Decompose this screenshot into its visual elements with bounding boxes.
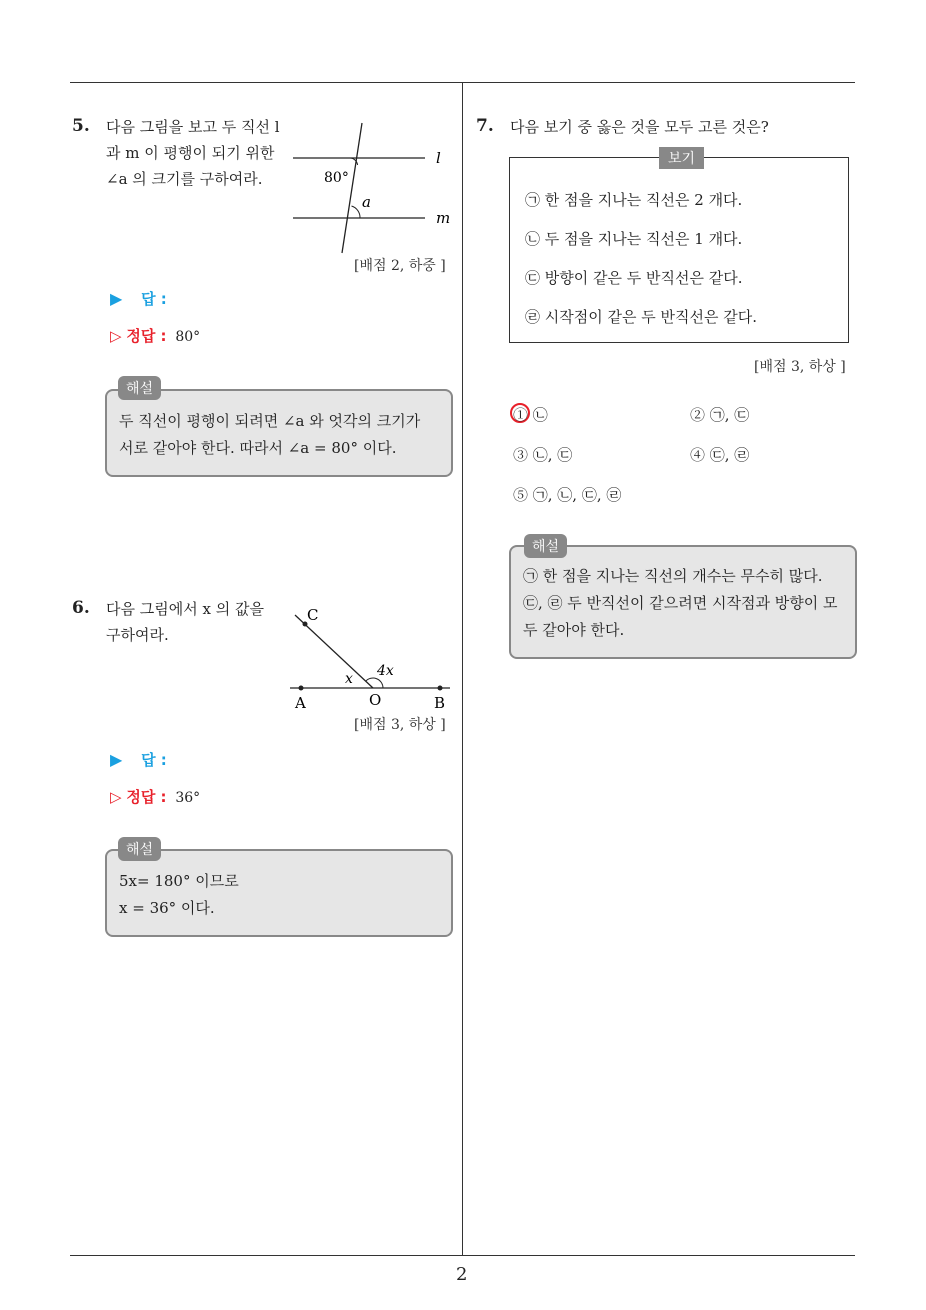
answer-arrow-icon: ▶ xyxy=(110,750,123,769)
answer-label: 답 : xyxy=(141,751,167,769)
correct-label: 정답 : xyxy=(126,788,167,806)
answer-label: 답 : xyxy=(141,290,167,308)
explanation-line: x = 36° 이다. xyxy=(119,899,215,917)
q5-explanation-box xyxy=(105,389,453,477)
label-O: O xyxy=(369,691,382,709)
bogi-item: ㉠ 한 점을 지나는 직선은 2 개다. xyxy=(525,191,743,209)
q5-number: 5. xyxy=(72,116,90,136)
explanation-line: ㉢, ㉣ 두 반직선이 같으려면 시작점과 방향이 모 xyxy=(523,594,838,612)
q7-explanation-tag: 해설 xyxy=(524,534,567,558)
q5-question-line: 다음 그림을 보고 두 직선 l xyxy=(106,118,280,136)
q6-question-line: 다음 그림에서 x 의 값을 xyxy=(106,600,264,618)
label-a: a xyxy=(362,193,371,211)
q7-explanation-box xyxy=(509,545,857,659)
choice-4[interactable]: ④ ㉢, ㉣ xyxy=(690,446,750,464)
q5-score: [배점 2, 하중 ] xyxy=(354,258,446,274)
q6-figure xyxy=(285,600,460,715)
transversal xyxy=(342,123,362,253)
column-divider xyxy=(462,82,463,1256)
explanation-line: 두 직선이 평행이 되려면 ∠a 와 엇각의 크기가 xyxy=(119,412,421,430)
label-x: x xyxy=(345,671,353,687)
q6-correct-row xyxy=(110,786,200,807)
q5-question xyxy=(106,114,280,192)
q5-question-line: 과 m 이 평행이 되기 위한 xyxy=(106,144,275,162)
choice-5[interactable]: ⑤ ㉠, ㉡, ㉢, ㉣ xyxy=(513,486,622,504)
q6-score: [배점 3, 하상 ] xyxy=(354,717,446,733)
label-l: l xyxy=(436,149,441,167)
answer-arrow-icon: ▶ xyxy=(110,289,123,308)
choice-2[interactable]: ② ㉠, ㉢ xyxy=(690,406,750,424)
q6-explanation-box xyxy=(105,849,453,937)
correct-arrow-icon: ▷ xyxy=(110,788,122,806)
choice-3[interactable]: ③ ㉡, ㉢ xyxy=(513,446,573,464)
explanation-line: 5x= 180° 이므로 xyxy=(119,872,239,890)
q6-question xyxy=(106,596,264,648)
q5-correct-row xyxy=(110,325,200,346)
explanation-line: 서로 같아야 한다. 따라서 ∠a = 80° 이다. xyxy=(119,439,397,457)
q6-answer-row xyxy=(110,749,167,770)
q5-question-line: ∠a 의 크기를 구하여라. xyxy=(106,170,263,188)
page-number: 2 xyxy=(456,1264,468,1285)
q6-explanation-tag: 해설 xyxy=(118,837,161,861)
correct-value: 80° xyxy=(175,329,201,345)
explanation-line: 두 같아야 한다. xyxy=(523,621,625,639)
q7-question: 다음 보기 중 옳은 것을 모두 고른 것은? xyxy=(510,118,769,136)
explanation-line: ㉠ 한 점을 지나는 직선의 개수는 무수히 많다. xyxy=(523,567,823,585)
ray-OC xyxy=(295,615,373,688)
label-4x: 4x xyxy=(377,663,394,679)
q5-figure xyxy=(285,118,460,258)
bogi-item: ㉡ 두 점을 지나는 직선은 1 개다. xyxy=(525,230,743,248)
angle-a-arc xyxy=(352,206,361,218)
label-B: B xyxy=(434,694,446,712)
q5-explanation-tag: 해설 xyxy=(118,376,161,400)
q7-bogi-tag: 보기 xyxy=(659,147,704,169)
q7-score: [배점 3, 하상 ] xyxy=(754,359,846,375)
bottom-rule xyxy=(70,1255,855,1256)
label-A: A xyxy=(295,694,306,712)
q5-answer-row xyxy=(110,288,167,309)
correct-arrow-icon: ▷ xyxy=(110,327,122,345)
q6-number: 6. xyxy=(72,598,90,618)
bogi-item: ㉢ 방향이 같은 두 반직선은 같다. xyxy=(525,269,743,287)
label-80: 80° xyxy=(324,170,349,186)
correct-label: 정답 : xyxy=(126,327,167,345)
label-m: m xyxy=(436,209,451,227)
point-A xyxy=(299,686,304,691)
correct-value: 36° xyxy=(175,790,201,806)
q6-question-line: 구하여라. xyxy=(106,626,169,644)
q7-number: 7. xyxy=(476,116,494,136)
point-B xyxy=(438,686,443,691)
choice-1[interactable]: ① ㉡ xyxy=(513,406,548,424)
label-C: C xyxy=(307,606,319,624)
bogi-item: ㉣ 시작점이 같은 두 반직선은 같다. xyxy=(525,308,757,326)
